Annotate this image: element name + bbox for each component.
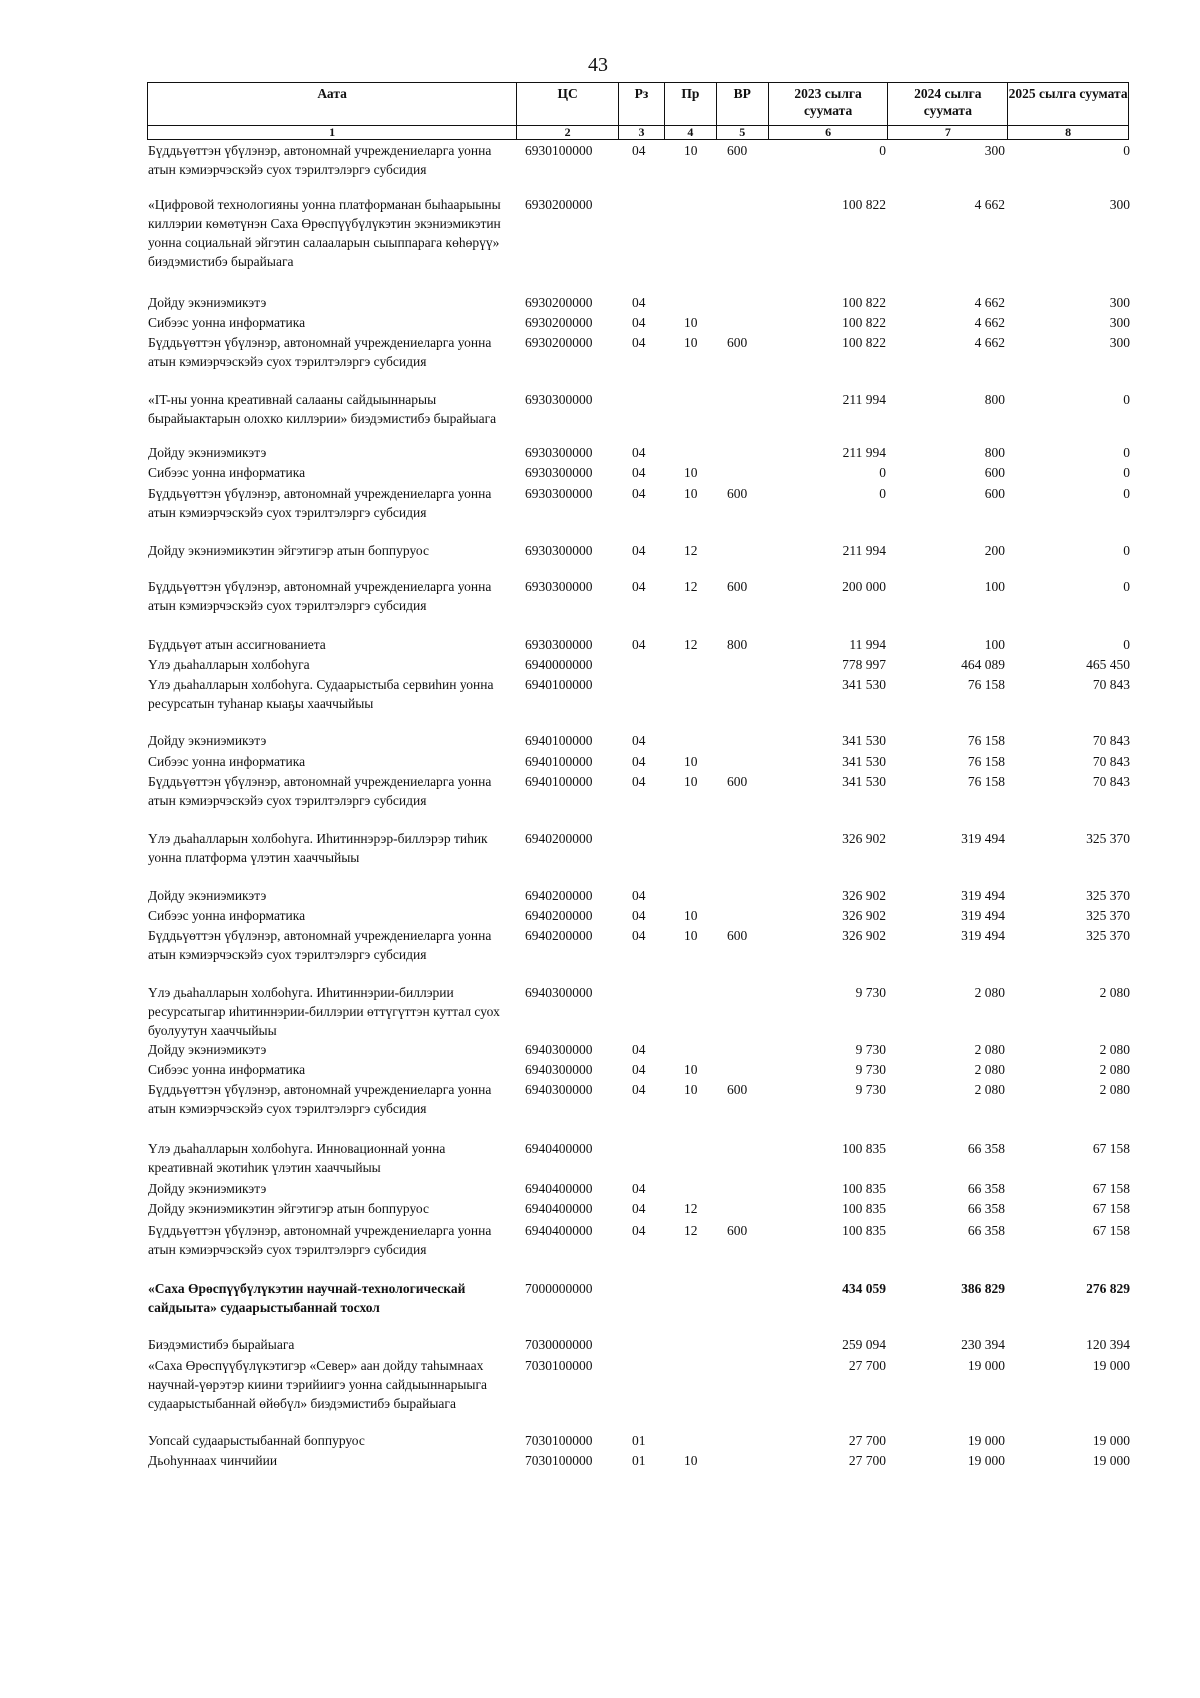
row-value-2024: 66 358 [967,1141,1005,1156]
row-pr-code: 12 [684,637,698,652]
row-cs-code: 6940100000 [525,677,593,692]
row-rz-code: 04 [632,315,646,330]
row-rz-code: 04 [632,774,646,789]
row-name: Дойду экэниэмикэтэ [148,733,267,748]
row-value-2024: 19 000 [967,1453,1005,1468]
row-value-2024: 76 158 [967,677,1005,692]
row-value-2025: 325 370 [1086,831,1130,846]
row-value-2024: 300 [984,143,1005,158]
row-cs-code: 6930300000 [525,392,593,407]
row-value-2025: 300 [1109,295,1130,310]
row-rz-code: 04 [632,1042,646,1057]
row-pr-code: 12 [684,1223,698,1238]
row-pr-code: 10 [684,1082,698,1097]
row-pr-code: 12 [684,543,698,558]
row-value-2023: 341 530 [842,754,886,769]
row-value-2024: 230 394 [961,1337,1005,1352]
row-name: Үлэ дьаһалларын холбоһуга. Инновационнай уонна креативнай экотиһик үлэтин хааччыйыы [148,1141,446,1175]
page-number: 43 [588,54,608,76]
row-name: Бүддьүөт атын ассигнованиета [148,637,326,652]
row-value-2025: 0 [1123,486,1130,501]
row-rz-code: 01 [632,1433,646,1448]
row-value-2025: 300 [1109,335,1130,350]
row-name: Дойду экэниэмикэтин эйгэтигэр атын боппуруос [148,543,429,558]
row-cs-code: 6940200000 [525,831,593,846]
row-value-2023: 27 700 [848,1358,886,1373]
row-value-2025: 70 843 [1092,754,1130,769]
row-pr-code: 10 [684,335,698,350]
row-value-2023: 27 700 [848,1433,886,1448]
row-cs-code: 6940300000 [525,985,593,1000]
row-value-2023: 100 822 [842,335,886,350]
row-value-2023: 11 994 [849,637,886,652]
row-value-2024: 66 358 [967,1181,1005,1196]
row-name: Дойду экэниэмикэтэ [148,295,267,310]
row-value-2025: 70 843 [1092,733,1130,748]
header-number: 1 [148,125,516,139]
row-cs-code: 6940100000 [525,754,593,769]
row-value-2024: 2 080 [974,985,1005,1000]
row-name: Үлэ дьаһалларын холбоһуга. Иһитиннэрии-биллэрии ресурсатыгар иһитиннэрии-биллэрии өттүгүттэн куттал суох буолуутун хааччыйыы [148,985,500,1038]
row-cs-code: 6940300000 [525,1062,593,1077]
row-value-2023: 326 902 [842,908,886,923]
row-value-2024: 19 000 [967,1358,1005,1373]
row-pr-code: 10 [684,486,698,501]
row-cs-code: 6940400000 [525,1201,593,1216]
row-name: Үлэ дьаһалларын холбоһуга. Иһитиннэрэр-биллэрэр тиһик уонна платформа үлэтин хааччыйыы [148,831,488,865]
row-cs-code: 7000000000 [525,1281,593,1296]
row-value-2025: 0 [1123,392,1130,407]
row-value-2025: 0 [1123,543,1130,558]
row-value-2024: 800 [984,392,1005,407]
row-name: Бүддьүөттэн үбүлэнэр, автономнай учреждениеларга уонна атын кэмиэрчэскэйэ суох тэрилтэлэргэ субсидия [148,579,492,613]
row-cs-code: 6940200000 [525,888,593,903]
row-name: Сибээс уонна информатика [148,1062,306,1077]
row-rz-code: 04 [632,908,646,923]
row-value-2024: 19 000 [967,1433,1005,1448]
row-cs-code: 6930300000 [525,465,593,480]
row-cs-code: 7030100000 [525,1358,593,1373]
row-value-2024: 4 662 [974,295,1005,310]
row-cs-code: 6930200000 [525,315,593,330]
row-cs-code: 6940400000 [525,1223,593,1238]
row-vr-code: 600 [727,1082,748,1097]
row-value-2025: 325 370 [1086,888,1130,903]
row-value-2023: 211 994 [842,543,886,558]
row-name: Сибээс уонна информатика [148,908,306,923]
row-vr-code: 600 [727,928,748,943]
header-label: Пр [681,86,700,101]
row-name: Дьоһуннаах чинчийии [148,1453,278,1468]
row-name: Үлэ дьаһалларын холбоһуга. Судаарыстыба сервиһин уонна ресурсатын туһанар кыаҕы хааччыйыы [148,677,494,711]
row-cs-code: 6940400000 [525,1141,593,1156]
row-rz-code: 04 [632,1082,646,1097]
row-cs-code: 6930300000 [525,543,593,558]
row-value-2024: 66 358 [967,1201,1005,1216]
header-label: 2025 сылга суумата [1008,86,1128,101]
row-rz-code: 04 [632,579,646,594]
row-rz-code: 04 [632,1223,646,1238]
row-value-2025: 2 080 [1099,1042,1130,1057]
header-label: Рз [634,86,649,101]
row-value-2024: 76 158 [967,774,1005,789]
row-value-2025: 67 158 [1092,1181,1130,1196]
header-label: ЦС [557,86,578,101]
row-value-2023: 0 [879,143,886,158]
row-value-2023: 434 059 [842,1281,886,1296]
row-value-2024: 600 [984,486,1005,501]
row-value-2025: 0 [1123,465,1130,480]
row-rz-code: 04 [632,543,646,558]
row-value-2023: 9 730 [855,1062,886,1077]
row-value-2025: 0 [1123,579,1130,594]
row-value-2024: 386 829 [961,1281,1005,1296]
row-value-2025: 2 080 [1099,1062,1130,1077]
row-name: Сибээс уонна информатика [148,465,306,480]
row-value-2025: 300 [1109,197,1130,212]
header-number: 6 [769,125,888,139]
row-value-2025: 19 000 [1092,1433,1130,1448]
row-cs-code: 6930200000 [525,335,593,350]
row-vr-code: 800 [727,637,748,652]
row-value-2025: 465 450 [1086,657,1130,672]
row-rz-code: 04 [632,888,646,903]
row-cs-code: 6940000000 [525,657,593,672]
row-value-2025: 67 158 [1092,1201,1130,1216]
row-value-2025: 0 [1123,445,1130,460]
row-value-2024: 200 [984,543,1005,558]
row-vr-code: 600 [727,1223,748,1238]
row-pr-code: 12 [684,1201,698,1216]
row-value-2023: 259 094 [842,1337,886,1352]
row-cs-code: 6940100000 [525,733,593,748]
row-value-2023: 0 [879,486,886,501]
header-number: 7 [888,125,1007,139]
row-name: Бүддьүөттэн үбүлэнэр, автономнай учреждениеларга уонна атын кэмиэрчэскэйэ суох тэрилтэлэргэ субсидия [148,143,492,177]
row-cs-code: 6940200000 [525,928,593,943]
row-value-2025: 0 [1123,143,1130,158]
row-value-2024: 319 494 [961,888,1005,903]
row-value-2023: 100 835 [842,1141,886,1156]
header-number: 4 [665,125,716,139]
header-label: ВР [733,86,751,101]
row-rz-code: 04 [632,1201,646,1216]
header-number: 3 [619,125,664,139]
row-name: Сибээс уонна информатика [148,754,306,769]
row-pr-code: 12 [684,579,698,594]
row-vr-code: 600 [727,579,748,594]
row-value-2023: 326 902 [842,928,886,943]
row-value-2025: 325 370 [1086,908,1130,923]
row-value-2025: 67 158 [1092,1141,1130,1156]
row-pr-code: 10 [684,754,698,769]
row-name: «Саха Өрөспүүбүлүкэтигэр «Север» аан дойду таһымнаах научнай-үөрэтэр киини тэрийиигэ уонна сайдыыннарыыга судаарыстыбаннай өйөбүл» биэдэмистибэ бырайыага [148,1358,487,1411]
row-name: Биэдэмистибэ бырайыага [148,1337,295,1352]
row-cs-code: 6940300000 [525,1082,593,1097]
row-cs-code: 6930300000 [525,579,593,594]
row-value-2023: 0 [879,465,886,480]
row-value-2023: 326 902 [842,831,886,846]
row-rz-code: 04 [632,445,646,460]
row-pr-code: 10 [684,1062,698,1077]
row-cs-code: 6930200000 [525,197,593,212]
row-value-2023: 211 994 [842,445,886,460]
row-value-2024: 2 080 [974,1042,1005,1057]
row-value-2024: 800 [984,445,1005,460]
header-number: 5 [717,125,768,139]
row-value-2024: 76 158 [967,754,1005,769]
row-value-2024: 76 158 [967,733,1005,748]
row-value-2023: 100 835 [842,1181,886,1196]
row-vr-code: 600 [727,774,748,789]
row-rz-code: 04 [632,335,646,350]
row-cs-code: 6940200000 [525,908,593,923]
row-name: Дойду экэниэмикэтэ [148,445,267,460]
row-rz-code: 04 [632,733,646,748]
row-pr-code: 10 [684,908,698,923]
row-name: Дойду экэниэмикэтэ [148,1042,267,1057]
row-pr-code: 10 [684,928,698,943]
row-value-2024: 319 494 [961,928,1005,943]
row-value-2023: 100 822 [842,197,886,212]
row-value-2025: 19 000 [1092,1358,1130,1373]
row-value-2024: 100 [984,579,1005,594]
header-label: Аата [317,86,347,101]
row-cs-code: 6940300000 [525,1042,593,1057]
row-rz-code: 04 [632,637,646,652]
row-rz-code: 04 [632,486,646,501]
header-label: 2023 сылга суумата [794,86,862,118]
row-cs-code: 6940400000 [525,1181,593,1196]
row-value-2023: 9 730 [855,1042,886,1057]
row-vr-code: 600 [727,486,748,501]
row-value-2023: 341 530 [842,677,886,692]
row-name: Дойду экэниэмикэтэ [148,888,267,903]
row-name: Дойду экэниэмикэтэ [148,1181,267,1196]
row-value-2023: 9 730 [855,985,886,1000]
row-pr-code: 10 [684,465,698,480]
row-cs-code: 6930200000 [525,295,593,310]
row-cs-code: 7030100000 [525,1453,593,1468]
row-cs-code: 7030100000 [525,1433,593,1448]
row-rz-code: 04 [632,928,646,943]
row-pr-code: 10 [684,774,698,789]
row-name: Бүддьүөттэн үбүлэнэр, автономнай учреждениеларга уонна атын кэмиэрчэскэйэ суох тэрилтэлэргэ субсидия [148,486,492,520]
row-value-2023: 778 997 [842,657,886,672]
row-value-2023: 100 835 [842,1201,886,1216]
row-value-2023: 200 000 [842,579,886,594]
header-number: 8 [1008,125,1128,139]
row-name: Бүддьүөттэн үбүлэнэр, автономнай учреждениеларга уонна атын кэмиэрчэскэйэ суох тэрилтэлэргэ субсидия [148,928,492,962]
row-pr-code: 10 [684,1453,698,1468]
row-value-2023: 326 902 [842,888,886,903]
row-value-2025: 70 843 [1092,677,1130,692]
row-name: Бүддьүөттэн үбүлэнэр, автономнай учреждениеларга уонна атын кэмиэрчэскэйэ суох тэрилтэлэргэ субсидия [148,774,492,808]
row-rz-code: 01 [632,1453,646,1468]
row-pr-code: 10 [684,315,698,330]
row-value-2025: 276 829 [1086,1281,1130,1296]
row-name: Уопсай судаарыстыбаннай боппуруос [148,1433,365,1448]
row-vr-code: 600 [727,335,748,350]
row-value-2024: 2 080 [974,1082,1005,1097]
row-cs-code: 6930300000 [525,445,593,460]
row-rz-code: 04 [632,465,646,480]
row-value-2023: 211 994 [842,392,886,407]
row-value-2023: 341 530 [842,733,886,748]
header-label: 2024 сылга суумата [914,86,982,118]
row-name: Бүддьүөттэн үбүлэнэр, автономнай учреждениеларга уонна атын кэмиэрчэскэйэ суох тэрилтэлэргэ субсидия [148,1082,492,1116]
row-pr-code: 10 [684,143,698,158]
row-name: «Саха Өрөспүүбүлүкэтин научнай-технологическай сайдыыта» судаарыстыбаннай тосхол [148,1281,466,1315]
row-cs-code: 6930300000 [525,637,593,652]
row-value-2025: 19 000 [1092,1453,1130,1468]
row-value-2024: 319 494 [961,831,1005,846]
header-number: 2 [517,125,618,139]
row-rz-code: 04 [632,295,646,310]
row-value-2023: 100 822 [842,315,886,330]
row-name: Дойду экэниэмикэтин эйгэтигэр атын боппуруос [148,1201,429,1216]
row-value-2025: 2 080 [1099,1082,1130,1097]
row-value-2023: 27 700 [848,1453,886,1468]
row-value-2024: 464 089 [961,657,1005,672]
row-value-2023: 100 835 [842,1223,886,1238]
row-value-2025: 67 158 [1092,1223,1130,1238]
row-value-2024: 4 662 [974,335,1005,350]
row-value-2025: 2 080 [1099,985,1130,1000]
row-value-2025: 300 [1109,315,1130,330]
row-value-2025: 0 [1123,637,1130,652]
row-value-2025: 70 843 [1092,774,1130,789]
row-cs-code: 6930100000 [525,143,593,158]
row-value-2025: 325 370 [1086,928,1130,943]
row-name: Сибээс уонна информатика [148,315,306,330]
row-value-2024: 100 [984,637,1005,652]
row-rz-code: 04 [632,1181,646,1196]
row-value-2024: 4 662 [974,315,1005,330]
row-value-2024: 2 080 [974,1062,1005,1077]
row-value-2023: 341 530 [842,774,886,789]
row-vr-code: 600 [727,143,748,158]
row-rz-code: 04 [632,143,646,158]
row-value-2023: 100 822 [842,295,886,310]
row-value-2023: 9 730 [855,1082,886,1097]
row-rz-code: 04 [632,1062,646,1077]
row-name: Бүддьүөттэн үбүлэнэр, автономнай учреждениеларга уонна атын кэмиэрчэскэйэ суох тэрилтэлэргэ субсидия [148,1223,492,1257]
row-name: «Цифровой технологияны уонна платформанан быһаарыыны киллэрии көмөтүнэн Саха Өрөспүүбүлүкэтин экэниэмикэтин уонна социальнай эйгэтин салааларын сыыппарага көһөрүү» биэдэмистибэ бырайыага [148,197,501,269]
row-name: «IT-ны уонна креативнай салааны сайдыыннарыы бырайыактарын олохко киллэрии» биэдэмистибэ бырайыага [148,392,497,426]
row-value-2024: 319 494 [961,908,1005,923]
row-value-2024: 4 662 [974,197,1005,212]
row-cs-code: 7030000000 [525,1337,593,1352]
row-value-2024: 600 [984,465,1005,480]
row-name: Бүддьүөттэн үбүлэнэр, автономнай учреждениеларга уонна атын кэмиэрчэскэйэ суох тэрилтэлэргэ субсидия [148,335,492,369]
row-value-2025: 120 394 [1086,1337,1130,1352]
row-cs-code: 6930300000 [525,486,593,501]
row-rz-code: 04 [632,754,646,769]
row-value-2024: 66 358 [967,1223,1005,1238]
row-name: Үлэ дьаһалларын холбоһуга [148,657,310,672]
row-cs-code: 6940100000 [525,774,593,789]
